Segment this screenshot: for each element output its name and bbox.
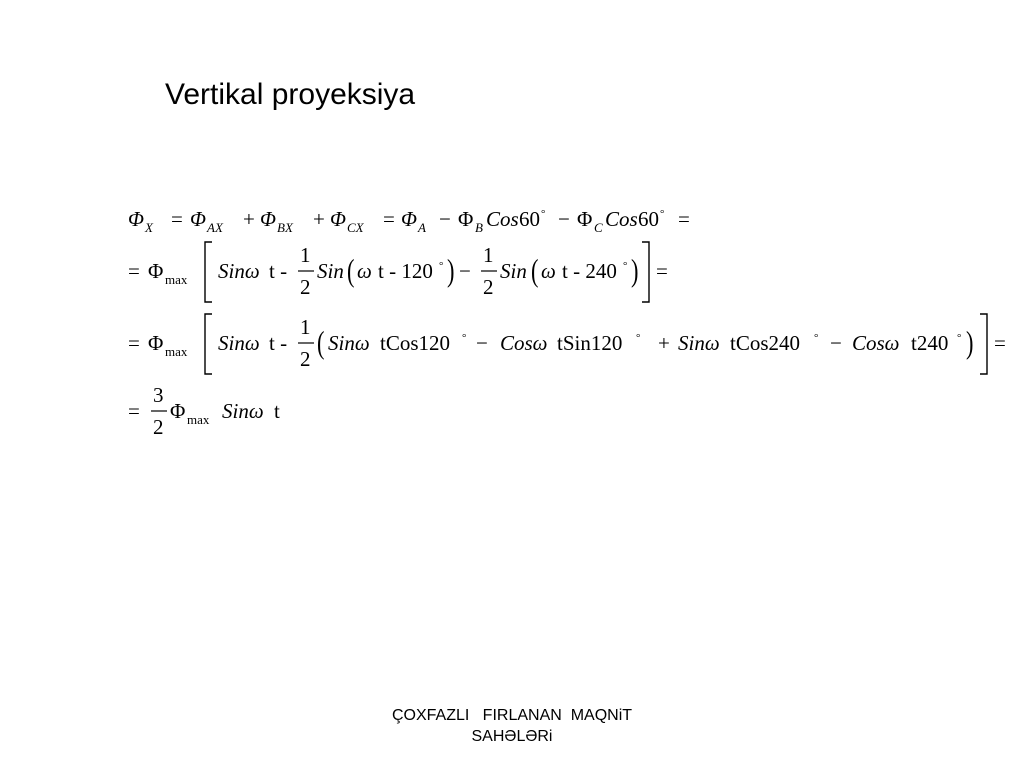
- svg-text:Cosω: Cosω: [500, 331, 548, 355]
- svg-text:max: max: [187, 412, 210, 427]
- svg-text:°: °: [439, 260, 444, 272]
- svg-text:=: =: [128, 399, 140, 423]
- svg-text:Φ: Φ: [401, 207, 417, 231]
- svg-text:t -: t -: [269, 331, 288, 355]
- svg-text:−: −: [830, 331, 842, 355]
- svg-text:Φ: Φ: [190, 207, 206, 231]
- svg-text:−: −: [558, 207, 570, 231]
- svg-text:CX: CX: [347, 220, 364, 235]
- svg-text:tCos120: tCos120: [380, 331, 451, 355]
- svg-text:°: °: [814, 332, 819, 344]
- svg-text:): ): [447, 252, 455, 288]
- svg-text:Sinω: Sinω: [218, 331, 260, 355]
- svg-text:=: =: [128, 331, 140, 355]
- equation-line-4: [128, 383, 328, 450]
- svg-text:1: 1: [300, 315, 311, 339]
- equation-line-3: [128, 312, 1018, 376]
- svg-text:Φ: Φ: [148, 259, 164, 283]
- svg-text:°: °: [623, 260, 628, 272]
- svg-text:60: 60: [519, 207, 540, 231]
- svg-text:t240: t240: [911, 331, 949, 355]
- svg-text:tSin120: tSin120: [557, 331, 623, 355]
- svg-text:2: 2: [153, 415, 164, 439]
- svg-text:t - 120: t - 120: [378, 259, 433, 283]
- svg-text:(: (: [531, 252, 539, 288]
- svg-text:Sinω: Sinω: [218, 259, 260, 283]
- svg-text:3: 3: [153, 383, 164, 407]
- svg-text:=: =: [994, 331, 1006, 355]
- svg-text:tCos240: tCos240: [730, 331, 801, 355]
- svg-text:X: X: [145, 220, 153, 235]
- svg-text:+: +: [658, 331, 670, 355]
- svg-text:Φ: Φ: [128, 207, 144, 231]
- svg-text:Sinω: Sinω: [222, 399, 264, 423]
- svg-text:°: °: [462, 332, 467, 344]
- svg-text:−: −: [476, 331, 488, 355]
- svg-text:Φ: Φ: [148, 331, 164, 355]
- svg-text:t: t: [274, 399, 280, 423]
- svg-text:(: (: [347, 252, 355, 288]
- svg-text:=: =: [171, 207, 183, 231]
- svg-text:1: 1: [483, 243, 494, 267]
- equation-line-1: [128, 206, 748, 242]
- svg-text:Cos: Cos: [486, 207, 519, 231]
- svg-text:2: 2: [300, 275, 311, 299]
- svg-text:): ): [966, 324, 974, 360]
- svg-text:°: °: [636, 332, 641, 344]
- svg-text:A: A: [418, 220, 426, 235]
- svg-text:=: =: [678, 207, 690, 231]
- equation-line-2: [128, 240, 748, 304]
- svg-text:max: max: [165, 344, 188, 359]
- svg-text:=: =: [383, 207, 395, 231]
- svg-text:Φ: Φ: [170, 399, 186, 423]
- svg-text:t -: t -: [269, 259, 288, 283]
- svg-text:1: 1: [300, 243, 311, 267]
- svg-text:Sin: Sin: [317, 259, 344, 283]
- svg-text:2: 2: [483, 275, 494, 299]
- svg-text:°: °: [957, 332, 962, 344]
- svg-text:−: −: [459, 259, 471, 283]
- svg-text:=: =: [656, 259, 668, 283]
- svg-text:Φ: Φ: [577, 207, 593, 231]
- svg-text:°: °: [541, 208, 546, 220]
- svg-text:+: +: [243, 207, 255, 231]
- svg-text:Φ: Φ: [458, 207, 474, 231]
- svg-text:Cos: Cos: [605, 207, 638, 231]
- svg-text:ω: ω: [357, 259, 372, 283]
- svg-text:2: 2: [300, 347, 311, 371]
- svg-text:BX: BX: [277, 220, 293, 235]
- svg-text:−: −: [439, 207, 451, 231]
- svg-text:C: C: [594, 220, 603, 235]
- svg-text:+: +: [313, 207, 325, 231]
- slide-title: Vertikal proyeksiya: [165, 78, 416, 111]
- svg-text:=: =: [128, 259, 140, 283]
- svg-text:Sinω: Sinω: [328, 331, 370, 355]
- svg-text:Φ: Φ: [260, 207, 276, 231]
- svg-text:Cosω: Cosω: [852, 331, 900, 355]
- svg-text:B: B: [475, 220, 483, 235]
- svg-text:60: 60: [638, 207, 659, 231]
- svg-text:max: max: [165, 272, 188, 287]
- svg-text:ω: ω: [541, 259, 556, 283]
- svg-text:): ): [631, 252, 639, 288]
- svg-text:Sinω: Sinω: [678, 331, 720, 355]
- svg-text:°: °: [660, 208, 665, 220]
- svg-text:(: (: [317, 324, 325, 360]
- slide-footer: ÇOXFAZLI FIRLANAN MAQNiT SAHƏLƏRi: [391, 707, 633, 745]
- svg-text:t - 240: t - 240: [562, 259, 617, 283]
- svg-text:Φ: Φ: [330, 207, 346, 231]
- svg-text:AX: AX: [207, 220, 223, 235]
- svg-text:Sin: Sin: [500, 259, 527, 283]
